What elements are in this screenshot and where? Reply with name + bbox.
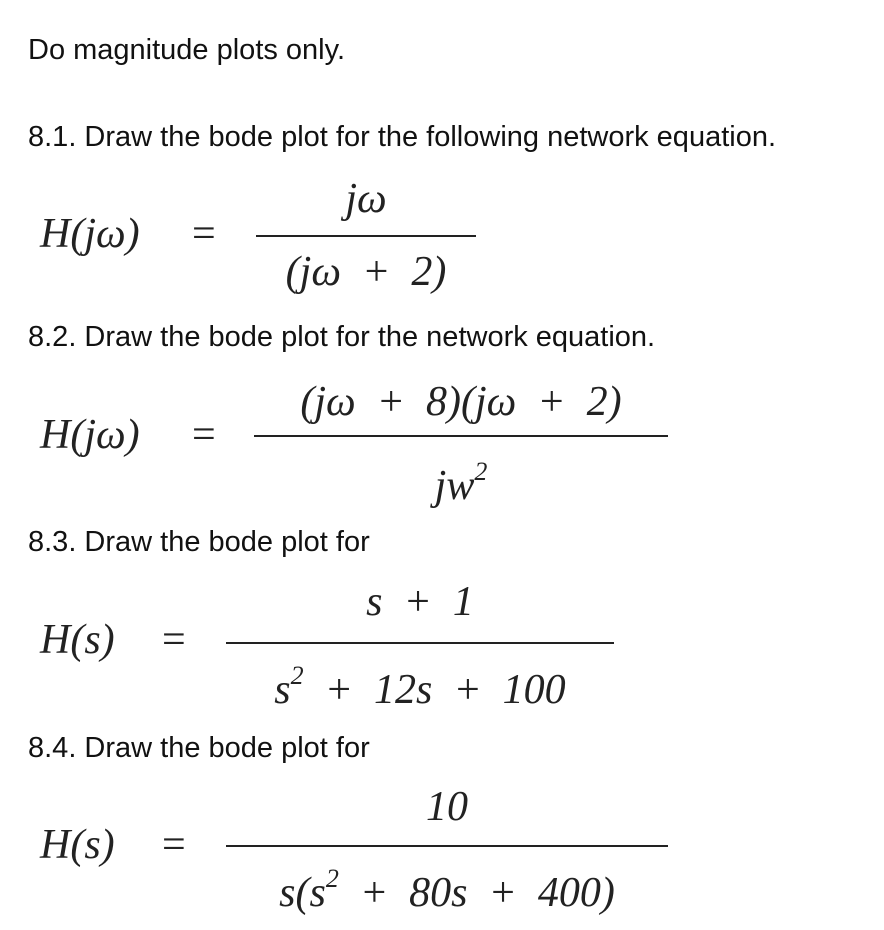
problem-8-4-equation [0,783,884,918]
intro-text: Do magnitude plots only. [28,34,346,66]
denominator-exponent: 2 [474,457,488,486]
denominator [226,656,614,714]
denominator-base: s [274,667,291,713]
numerator: 10 [426,784,468,830]
denominator: (jω + 2) [285,249,447,295]
denominator [226,859,668,917]
numerator: s + 1 [366,579,474,625]
fraction [226,783,668,918]
equals-sign: = [162,822,186,868]
denominator-base: s(s [279,870,326,916]
denominator-exponent: 2 [325,864,339,893]
denominator [254,452,668,510]
equation-lhs: H(s) [40,617,115,663]
equation-lhs: H(s) [40,822,115,868]
denominator-rest: + 12s + 100 [303,667,566,713]
numerator: (jω + 8)(jω + 2) [300,379,622,425]
equals-sign: = [192,211,216,257]
fraction-bar [226,642,614,644]
fraction-bar [254,435,668,437]
fraction [256,175,476,300]
numerator: jω [345,176,387,222]
fraction-bar [256,235,476,237]
equals-sign: = [162,617,186,663]
denominator-exponent: 2 [290,661,304,690]
problem-8-2-equation [0,378,884,508]
denominator-rest: + 80s + 400) [338,870,615,916]
problem-8-2-heading: 8.2. Draw the bode plot for the network equation. [28,321,656,353]
fraction [226,578,614,713]
problem-8-3-heading: 8.3. Draw the bode plot for [28,526,370,558]
denominator-base: jw [434,463,475,509]
equation-lhs: H(jω) [40,211,140,257]
problem-8-3-equation [0,578,884,713]
problem-8-4-heading: 8.4. Draw the bode plot for [28,732,370,764]
fraction [254,378,668,508]
fraction-bar [226,845,668,847]
problem-8-1-equation [0,175,884,300]
equation-lhs: H(jω) [40,412,140,458]
equals-sign: = [192,412,216,458]
problem-8-1-heading: 8.1. Draw the bode plot for the following network equation. [28,121,777,153]
